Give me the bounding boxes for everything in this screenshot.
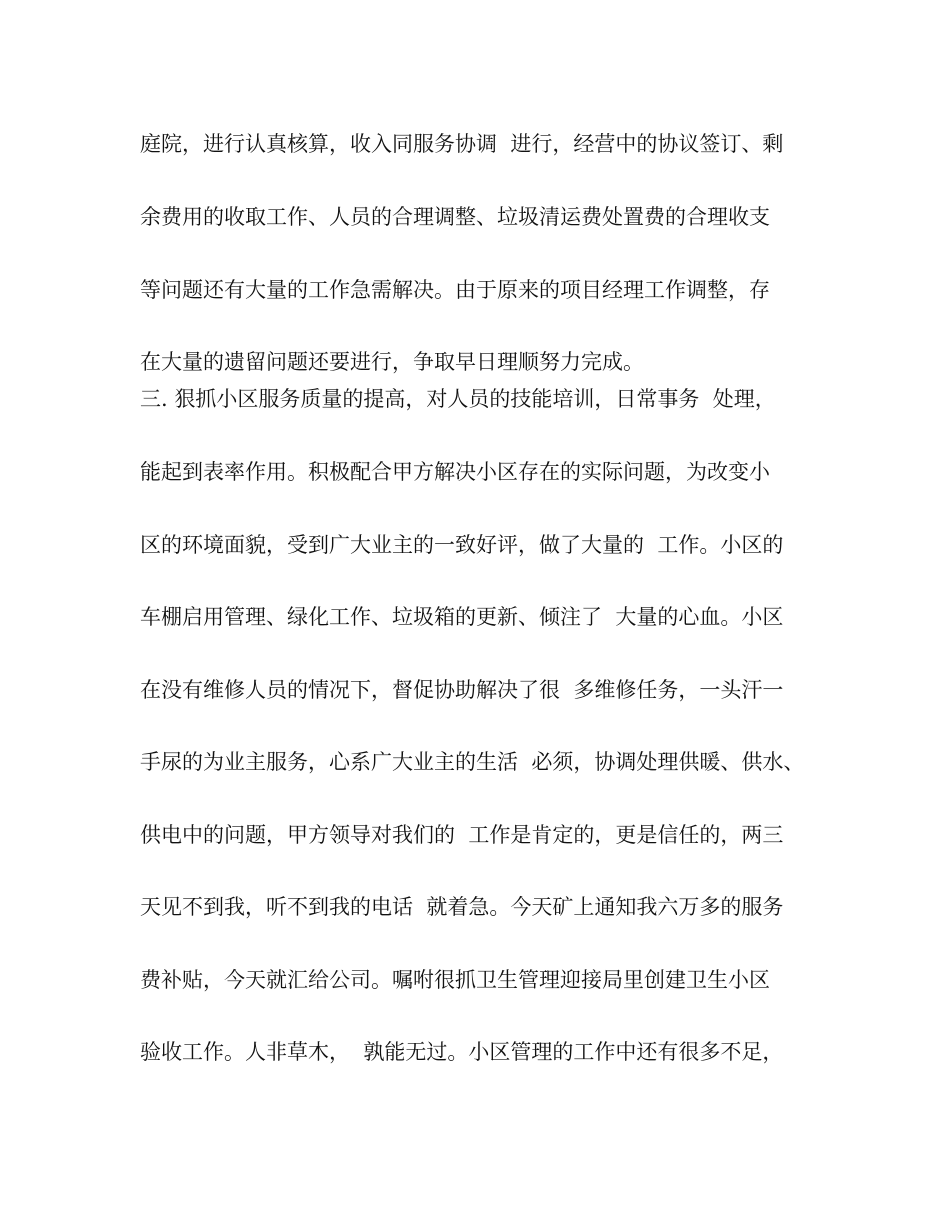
section-heading-line: 三. 狠抓小区服务质量的提高，对人员的技能培训，日常事务 处理，	[140, 387, 776, 411]
text-line: 区的环境面貌，受到广大业主的一致好评，做了大量的 工作。小区的	[140, 533, 784, 557]
text-line: 能起到表率作用。积极配合甲方解决小区存在的实际问题，为改变小	[140, 460, 770, 484]
text-line: 在大量的遗留问题还要进行，争取早日理顺努力完成。	[140, 350, 644, 374]
text-line: 车棚启用管理、绿化工作、垃圾箱的更新、倾注了 大量的心血。小区	[140, 605, 784, 629]
text-line: 庭院，进行认真核算，收入同服务协调 进行，经营中的协议签订、剩	[140, 132, 784, 156]
text-line: 供电中的问题，甲方领导对我们的 工作是肯定的，更是信任的，两三	[140, 823, 784, 847]
text-line: 验收工作。人非草木， 孰能无过。小区管理的工作中还有很多不足，	[140, 1040, 784, 1064]
text-line: 余费用的收取工作、人员的合理调整、垃圾清运费处置费的合理收支	[140, 205, 770, 229]
text-line: 等问题还有大量的工作急需解决。由于原来的项目经理工作调整，存	[140, 278, 770, 302]
text-line: 在没有维修人员的情况下，督促协助解决了很 多维修任务，一头汗一	[140, 678, 784, 702]
text-line: 手尿的为业主服务，心系广大业主的生活 必须，协调处理供暖、供水、	[140, 750, 805, 774]
text-line: 天见不到我，听不到我的电话 就着急。今天矿上通知我六万多的服务	[140, 895, 784, 919]
text-line: 费补贴，今天就汇给公司。嘱咐很抓卫生管理迎接局里创建卫生小区	[140, 968, 770, 992]
